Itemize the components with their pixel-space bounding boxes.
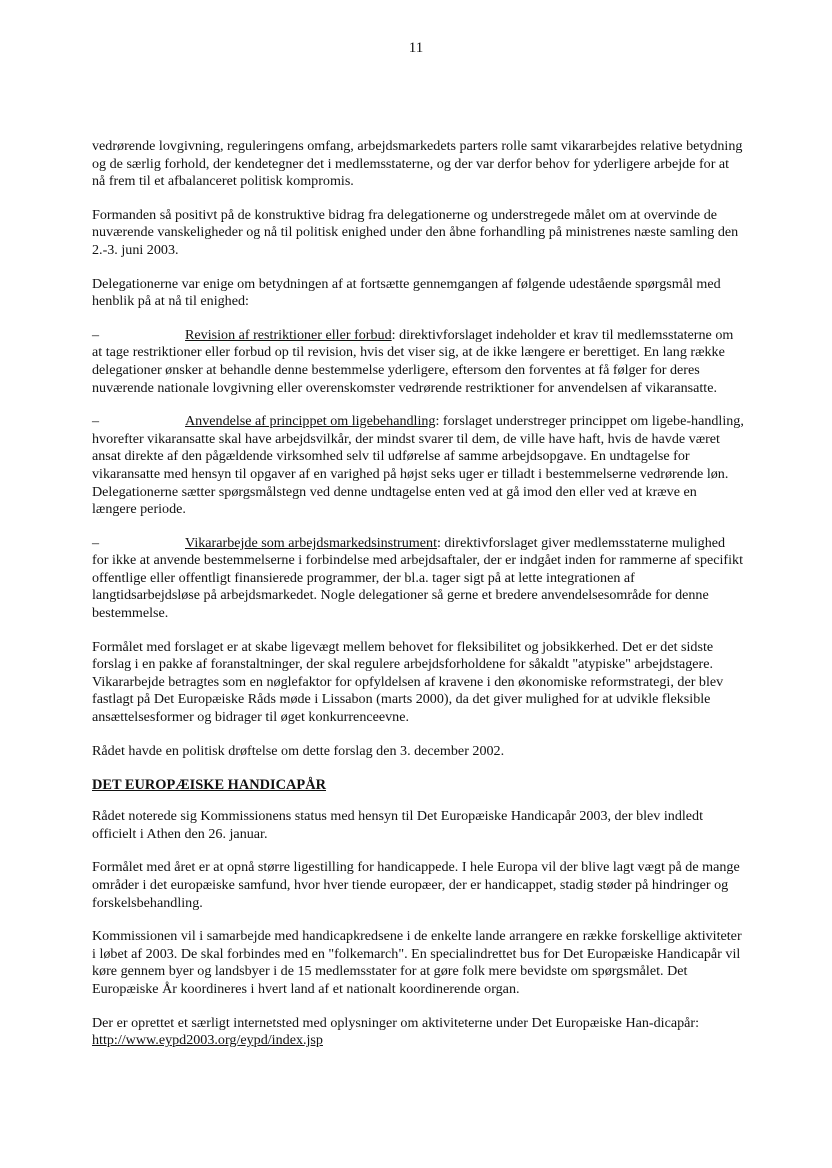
bullet-item-equal-treatment <box>92 413 744 519</box>
paragraph: Formålet med året er at opnå større ligestilling for handicappede. I hele Europa vil der blive lagt vægt på de mange områder i det europæiske samfund, hvor hver tiende europæer, der er handicappet, stadig støder på hindringer og forskelsbehandling. <box>92 859 740 911</box>
bullet-title: Anvendelse af princippet om ligebehandling <box>185 413 436 430</box>
paragraph: Rådet noterede sig Kommissionens status med hensyn til Det Europæiske Handicapår 2003, der blev indledt officielt i Athen den 26. januar. <box>92 808 703 842</box>
paragraph-text: Der er oprettet et særligt internetsted med oplysninger om aktiviteterne under Det Europæiske Han-dicapår: <box>92 1014 700 1031</box>
eypd-website-link[interactable]: http://www.eypd2003.org/eypd/index.jsp <box>92 1032 323 1049</box>
paragraph: vedrørende lovgivning, reguleringens omfang, arbejdsmarkedets parters rolle samt vikararbejdes relative betydning og de særlig forhold, der kendetegner det i medlemsstaterne, og der var derfor behov for yderligere arbejde for at nå frem til et afbalanceret politisk kompromis. <box>92 138 743 190</box>
bullet-text: : direktivforslaget giver medlemsstaterne mulighed for ikke at anvende bestemmelserne i forbindelse med arbejdsaftaler, der er indgået inden for rammerne af specifikt offentlige eller offentligt finansierede programmer, der bl.a. tager sigt på at lette integrationen af langtidsarbejdsløse på arbejdsmarkedet. Nogle delegationer så gerne et bredere anvendelsesområde for denne bestemmelse. <box>92 534 743 622</box>
bullet-title: Vikararbejde som arbejdsmarkedsinstrument <box>185 534 437 551</box>
bullet-dash: – <box>92 413 100 430</box>
document-body <box>92 138 744 1066</box>
paragraph <box>92 1015 744 1050</box>
bullet-dash: – <box>92 534 100 551</box>
bullet-text: : forslaget understreger princippet om ligebe-handling, hvorefter vikaransatte skal have arbejdsvilkår, der mindst svarer til dem, de ville have haft, hvis de havde været ansat direkte af den pågældende virksomhed selv til udførelse af samme arbejdsopgave. En undtagelse for vikaransatte med hensyn til opgaver af en varighed på højst seks uger er tilladt i bestemmelserne vedrørende løn. Delegationerne sætter spørgsmålstegn ved denne undtagelse enten ved at gå imod den eller ved at kræve en længere periode. <box>92 413 744 518</box>
bullet-text: : direktivforslaget indeholder et krav til medlemsstaterne om at tage restriktioner eller forbud op til revision, hvis det viser sig, at de ikke længere er berettiget. En lang række delegationer ønsker at behandle denne bestemmelse yderligere, eftersom den forventes at få følger for deres nuværende nationale lovgivning eller overenskomster vedrørende restriktioner for anvendelsen af vikaransatte. <box>92 326 734 396</box>
paragraph: Delegationerne var enige om betydningen af at fortsætte gennemgangen af følgende udestående spørgsmål med henblik på at nå til enighed: <box>92 275 721 310</box>
paragraph: Formålet med forslaget er at skabe ligevægt mellem behovet for fleksibilitet og jobsikkerhed. Det er det sidste forslag i en pakke af foranstaltninger, der skal regulere arbejdsforholdene for såkaldt "atypiske" arbejdstagere. Vikararbejde betragtes som en nøglefaktor for opfyldelsen af kravene i den økonomiske reformstrategi, der blev fastlagt på Det Europæiske Råds møde i Lissabon (marts 2000), da det giver mulighed for at udvikle fleksible ansættelsesformer og bidrager til øget konkurrenceevne. <box>92 638 724 726</box>
paragraph: Formanden så positivt på de konstruktive bidrag fra delegationerne og understregede målet om at overvinde de nuværende vanskeligheder og nå til politisk enighed under den åbne forhandling på ministrenes næste samling den 2.-3. juni 2003. <box>92 206 739 258</box>
section-heading: DET EUROPÆISKE HANDICAPÅR <box>92 777 327 794</box>
paragraph: Rådet havde en politisk drøftelse om dette forslag den 3. december 2002. <box>92 742 505 759</box>
bullet-item-revision <box>92 327 744 397</box>
bullet-dash: – <box>92 326 100 343</box>
bullet-title: Revision af restriktioner eller forbud <box>185 326 392 343</box>
paragraph: Kommissionen vil i samarbejde med handicapkredsene i de enkelte lande arrangere en række forskellige aktiviteter i løbet af 2003. De skal forbindes med en "folkemarch". En specialindrettet bus for Det Europæiske Handicapår vil køre gennem byer og landsbyer i de 15 medlemsstater for at gøre folk mere bevidste om spørgsmålet. Det Europæiske År koordineres i hvert land af et nationalt koordinerende organ. <box>92 928 742 997</box>
page-number: 11 <box>408 40 424 56</box>
bullet-item-labour-market <box>92 535 744 623</box>
